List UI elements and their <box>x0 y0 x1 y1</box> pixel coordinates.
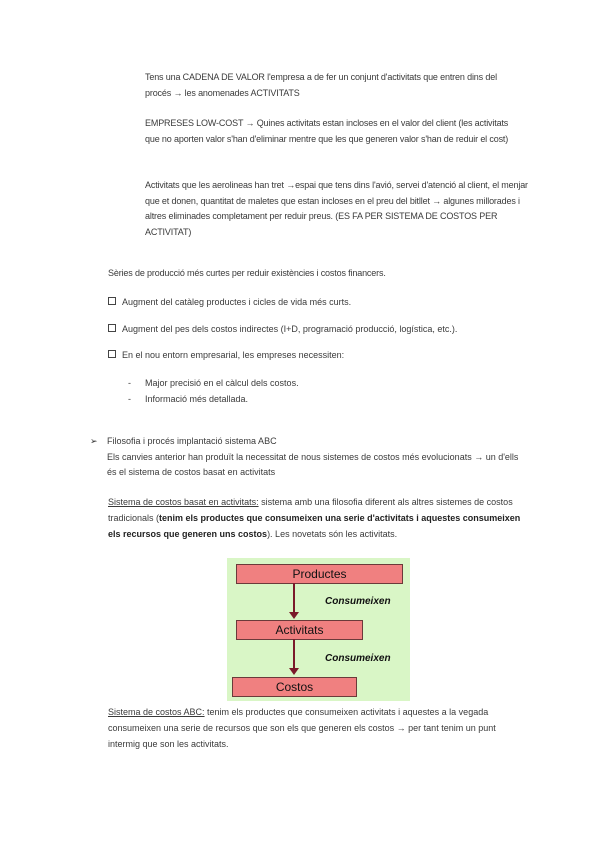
abc-short-term: Sistema de costos ABC: <box>108 707 205 717</box>
abc-definition <box>108 494 528 542</box>
arrow-down-icon <box>289 612 299 619</box>
bullet-text: Augment del catàleg productes i cicles de vida més curts. <box>122 297 352 307</box>
dash-icon: - <box>128 394 131 404</box>
bullet-text: En el nou entorn empresarial, les empreses necessiten: <box>122 350 345 360</box>
checkbox-bullet-icon <box>108 324 116 332</box>
bullet-item <box>108 295 528 310</box>
dash-icon: - <box>128 378 131 388</box>
box-costos: Costos <box>232 677 357 697</box>
section-body: Els canvies anterior han produït la necessitat de nous sistemes de costos més evolucionats → un d'ells és el sistema de costos basat en activitats <box>107 451 519 477</box>
abc-short-text: tenim els productes que consumeixen activitats i aquestes a la vegada consumeixen una serie de recursos que son els que generen els costos → per tant tenim un punt intermig que son les activitats. <box>108 707 496 749</box>
paragraph-airlines: Activitats que les aerolineas han tret →espai que tens dins l'avió, servei d'atenció al client, el menjar que et donen, quantitat de maletes que estan incloses en el preu del bitllet → algunes millorades i altres eliminades completament per reduir preus. (ES FA PER SISTEMA DE COSTOS PER ACTIVITAT) <box>145 180 528 237</box>
abc-term: Sistema de costos basat en activitats: <box>108 497 259 507</box>
box-activitats: Activitats <box>236 620 363 640</box>
abc-flow-diagram <box>227 558 410 701</box>
abc-text-1: sistema amb una filosofia diferent als altres sistemes de costos tradicionals ( <box>108 497 513 523</box>
arrow-down-icon <box>289 668 299 675</box>
arrow-bullet-icon: ➢ <box>90 436 98 446</box>
arrow-line <box>293 583 295 613</box>
paragraph-low-cost: EMPRESES LOW-COST → Quines activitats estan incloses en el valor del client (les activitats que no aporten valor s'han d'eliminar mentre que les que generen valor s'han de reduir el cost) <box>145 118 509 144</box>
arrow-line <box>293 639 295 669</box>
section-title: Filosofia i procés implantació sistema ABC <box>107 436 277 446</box>
abc-bold-text: tenim els productes que consumeixen una serie d'activitats i aquestes consumeixen els recursos que generen uns costos <box>108 513 521 539</box>
checkbox-bullet-icon <box>108 297 116 305</box>
dash-item <box>128 376 299 391</box>
bullet-text: Augment del pes dels costos indirectes (I+D, programació producció, logística, etc.). <box>122 324 458 334</box>
label-consumeixen-1: Consumeixen <box>325 596 391 607</box>
checkbox-bullet-icon <box>108 350 116 358</box>
paragraph-value-chain: Tens una CADENA DE VALOR l'empresa a de fer un conjunt d'activitats que entren dins del procés → les anomenades ACTIVITATS <box>145 72 497 98</box>
box-productes: Productes <box>236 564 403 584</box>
dash-text: Informació més detallada. <box>145 394 249 404</box>
abc-short-definition <box>108 704 518 752</box>
paragraph-production-series: Sèries de producció més curtes per reduir existències i costos financers. <box>108 268 386 278</box>
dash-text: Major precisió en el càlcul dels costos. <box>145 378 299 388</box>
bullet-item <box>108 322 528 337</box>
abc-text-2: ). Les novetats són les activitats. <box>267 529 398 539</box>
bullet-item <box>108 348 528 363</box>
label-consumeixen-2: Consumeixen <box>325 653 391 664</box>
dash-item <box>128 392 248 407</box>
section-abc <box>90 434 520 481</box>
